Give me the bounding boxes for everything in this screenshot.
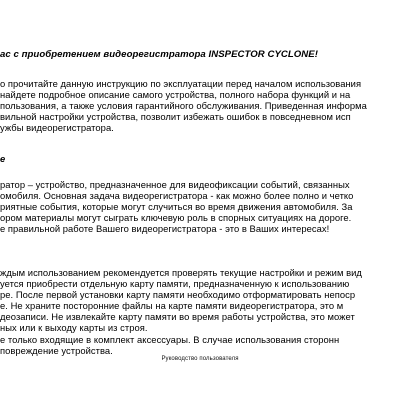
memory-line-6: ных или к выходу карты из строя. xyxy=(0,322,148,333)
intro-line-5: ужбы видеорегистратора. xyxy=(0,122,114,133)
purpose-line-1: ратор – устройство, предназначенное для видеофиксации событий, связанных xyxy=(0,179,350,190)
memory-line-4: е. Не храните посторонние файлы на карте памяти видеорегистратора, это м xyxy=(0,300,344,311)
page-footer: Руководство пользователя xyxy=(161,356,239,362)
greeting-heading: ас с приобретением видеорегистратора INSPECTOR CYCLONE! xyxy=(0,49,318,60)
purpose-line-2: омобиля. Основная задача видеорегистратора - как можно более полно и четко xyxy=(0,190,354,201)
memory-line-7: е только входящие в комплект аксессуары. В случае использования сторонн xyxy=(0,334,340,345)
purpose-line-4: ором материалы могут сыграть ключевую роль в спорных ситуациях на дороге. xyxy=(0,212,352,223)
intro-line-1: о прочитайте данную инструкцию по эксплуатации перед началом использования xyxy=(0,78,362,89)
intro-line-4: вильной настройки устройства, позволит избежать ошибок в повседневном исп xyxy=(0,111,351,122)
memory-line-3: ре. После первой установки карту памяти необходимо отформатировать непоср xyxy=(0,289,356,300)
purpose-line-3: риятные события, которые могут случиться во время движения автомобиля. За xyxy=(0,201,353,212)
memory-line-5: деозаписи. Не извлекайте карту памяти во время работы устройства, это может xyxy=(0,311,355,322)
memory-line-1: ждым использованием рекомендуется проверять текущие настройки и режим вид xyxy=(0,267,362,278)
memory-line-2: уется приобрести отдельную карту памяти, предназначенную к использованию xyxy=(0,278,350,289)
intro-line-2: найдете подробное описание самого устройства, полного набора функций и на xyxy=(0,89,351,100)
memory-line-8: повреждение устройства. xyxy=(0,345,113,356)
purpose-line-5: е правильной работе Вашего видеорегистратора - это в Ваших интересах! xyxy=(0,223,330,234)
intro-line-3: пользования, а также условия гарантийного обслуживания. Приведенная информа xyxy=(0,100,367,111)
section-label: е xyxy=(0,153,6,164)
